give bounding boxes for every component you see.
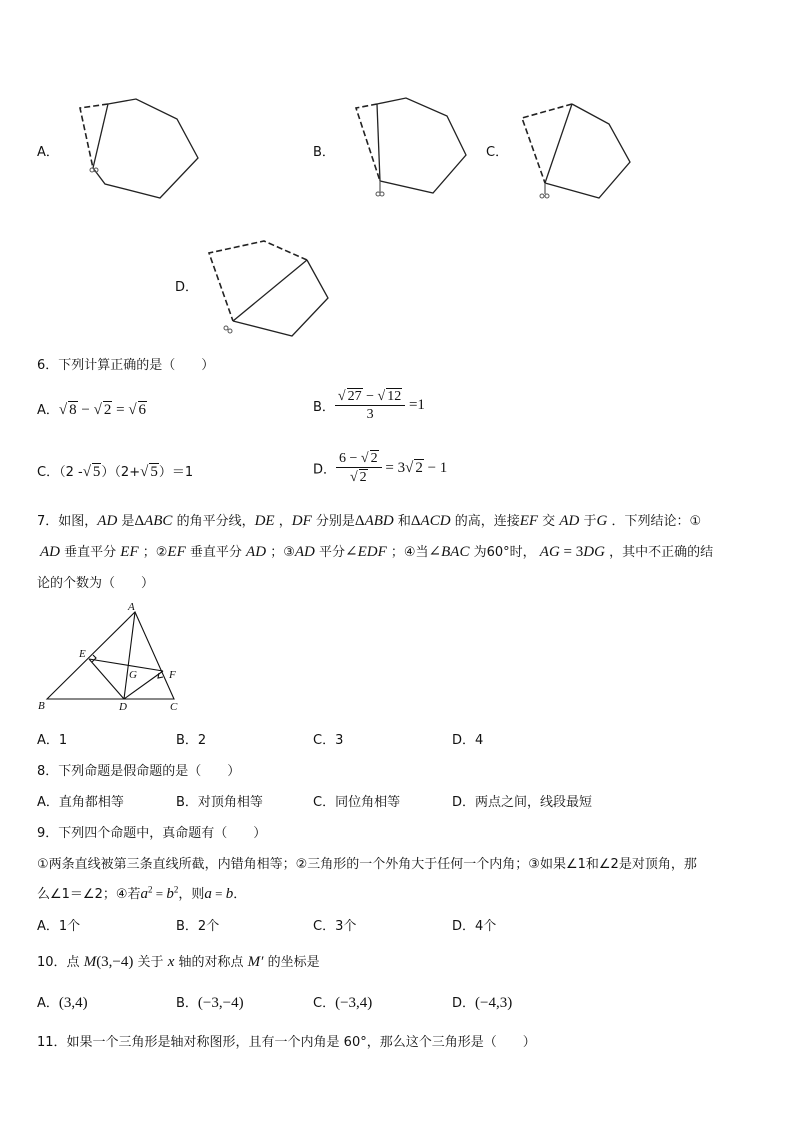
q7-stem-line2: AD 垂直平分 EF ；②EF 垂直平分 AD ；③AD 平分∠EDF ；④当∠BAC 为60°时， AG = 3DG ，其中不正确的结 <box>40 544 714 560</box>
q7-label-e: E <box>79 648 86 660</box>
q7-label-b: B <box>38 700 45 712</box>
q9-option-b[interactable]: B．2个 <box>176 919 220 934</box>
q8-option-a[interactable]: A．直角都相等 <box>37 795 124 810</box>
q6-option-d[interactable]: D． 6 − √ 2 √ 2 = 3√ 2 − 1 <box>313 450 447 486</box>
q10-option-c[interactable]: C．(−3,4) <box>313 995 373 1011</box>
q5-option-b-figure <box>345 90 475 205</box>
q7-label-d: D <box>119 701 127 713</box>
q7-label-f: F <box>169 669 176 681</box>
q9-option-a[interactable]: A．1个 <box>37 919 81 934</box>
q6-option-a[interactable]: A．√ 8 − √ 2 = √ 6 <box>37 399 147 419</box>
q9-option-c[interactable]: C．3个 <box>313 919 357 934</box>
q9-option-d[interactable]: D．4个 <box>452 919 497 934</box>
q5-option-c-label[interactable]: C． <box>486 145 509 160</box>
q10-stem: 10．点 M(3,−4) 关于 x 轴的对称点 M′ 的坐标是 <box>37 954 320 970</box>
q7-option-d[interactable]: D．4 <box>452 733 484 748</box>
q10-option-b[interactable]: B．(−3,−4) <box>176 995 244 1011</box>
q7-option-c[interactable]: C．3 <box>313 733 344 748</box>
q5-option-a-figure <box>60 90 210 210</box>
q6-option-b[interactable]: B． √ $\frac{27 - √ 12}{3}$ =1 <box>313 388 425 423</box>
q8-option-d[interactable]: D．两点之间，线段最短 <box>452 795 593 810</box>
q7-stem-line3: 论的个数为（ ） <box>37 576 155 591</box>
q11-stem: 11．如果一个三角形是轴对称图形，且有一个内角是 60°，那么这个三角形是（ ） <box>37 1035 536 1050</box>
q5-option-d-figure <box>200 235 335 340</box>
q9-stem: 9．下列四个命题中，真命题有（ ） <box>37 826 267 841</box>
q7-label-c: C <box>170 701 178 713</box>
q9-statements-line1: ①两条直线被第三条直线所截，内错角相等；②三角形的一个外角大于任何一个内角；③如果∠1和∠2是对顶角，那 <box>37 857 697 872</box>
q6-option-c[interactable]: C．（2 -√ 5）（2+√ 5）＝1 <box>37 461 193 481</box>
q6-stem: 6．下列计算正确的是（ ） <box>37 358 215 373</box>
q7-option-a[interactable]: A．1 <box>37 733 68 748</box>
q10-option-a[interactable]: A．(3,4) <box>37 995 88 1011</box>
q8-option-b[interactable]: B．对顶角相等 <box>176 795 263 810</box>
q8-option-c[interactable]: C．同位角相等 <box>313 795 401 810</box>
q7-label-g: G <box>129 669 137 681</box>
q7-stem-line1: 7．如图，AD 是ΔABC 的角平分线，DE ，DF 分别是ΔABD 和ΔACD 的高，连接EF 交 AD 于G ．下列结论：① <box>37 513 702 529</box>
q5-option-d-label[interactable]: D． <box>175 280 199 295</box>
q5-option-a-label[interactable]: A． <box>37 145 59 160</box>
q7-option-b[interactable]: B．2 <box>176 733 207 748</box>
q5-option-c-figure <box>515 95 640 205</box>
q7-label-a: A <box>128 601 135 613</box>
q8-stem: 8．下列命题是假命题的是（ ） <box>37 764 241 779</box>
q10-option-d[interactable]: D．(−4,3) <box>452 995 513 1011</box>
q7-triangle-figure <box>34 595 189 715</box>
q5-option-b-label[interactable]: B． <box>313 145 335 160</box>
q9-statements-line2: 么∠1＝∠2；④若$a^2 = b^2$，则a = b． <box>37 884 247 902</box>
